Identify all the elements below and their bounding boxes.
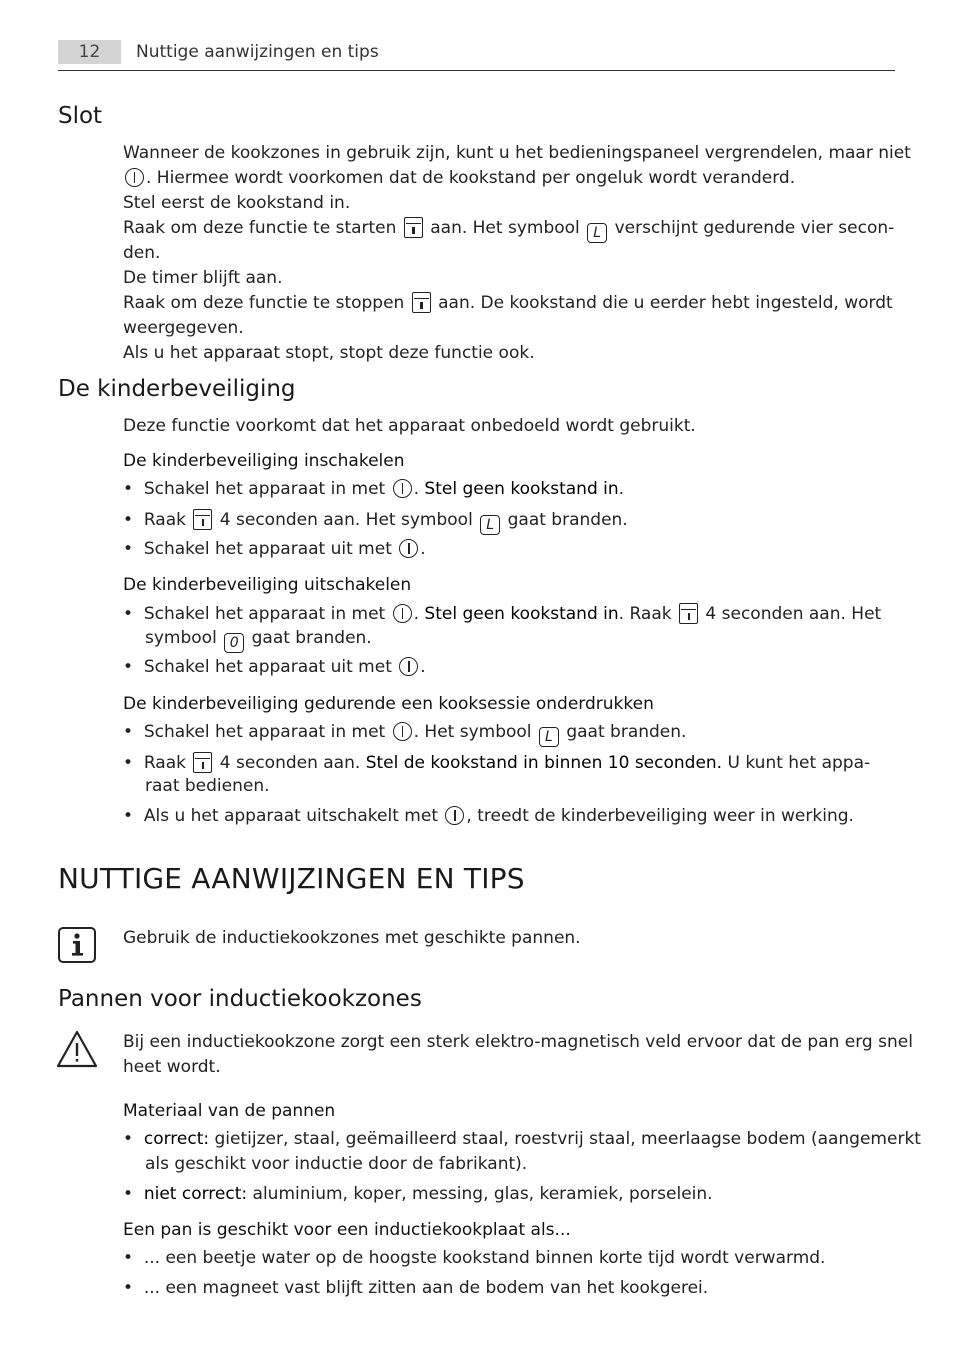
section-title-kinderbeveiliging: De kinderbeveiliging — [58, 376, 296, 402]
subheading-geschikt: Een pan is geschikt voor een inductiekookplaat als... — [123, 1220, 571, 1240]
list-item: • Raak 4 seconden aan. Het symbool L gaat branden. — [123, 510, 628, 533]
power-icon — [393, 604, 412, 623]
list-item: • Schakel het apparaat in met . Stel geen kookstand in. Raak 4 seconden aan. Het — [123, 604, 882, 624]
lock-symbol-l-icon: L — [539, 727, 559, 747]
lock-key-icon — [679, 603, 698, 624]
slot-text: De timer blijft aan. — [123, 268, 283, 288]
info-text: Gebruik de inductiekookzones met geschikte pannen. — [123, 928, 581, 948]
list-item: • niet correct: aluminium, koper, messing, glas, keramiek, porselein. — [123, 1184, 713, 1204]
subheading-onderdrukken: De kinderbeveiliging gedurende een kooksessie onderdrukken — [123, 694, 654, 714]
lock-symbol-l-icon: L — [480, 515, 500, 535]
subheading-inschakelen: De kinderbeveiliging inschakelen — [123, 451, 405, 471]
list-item: • Raak 4 seconden aan. Stel de kookstand in binnen 10 seconden. U kunt het appa- — [123, 753, 871, 773]
slot-text: . Hiermee wordt voorkomen dat de kookstand per ongeluk wordt veranderd. — [123, 166, 795, 191]
list-item: • Schakel het apparaat uit met . — [123, 657, 426, 677]
list-item: • ... een magneet vast blijft zitten aan de bodem van het kookgerei. — [123, 1278, 709, 1298]
lock-key-icon — [412, 292, 431, 313]
list-item: • Als u het apparaat uitschakelt met , treedt de kinderbeveiliging weer in werking. — [123, 806, 854, 826]
lock-key-icon — [193, 752, 212, 773]
slot-text: Raak om deze functie te stoppen aan. De kookstand die u eerder hebt ingesteld, wordt — [123, 293, 893, 313]
subheading-uitschakelen: De kinderbeveiliging uitschakelen — [123, 575, 412, 595]
running-title: Nuttige aanwijzingen en tips — [136, 42, 379, 62]
slot-text: weergegeven. — [123, 318, 244, 338]
power-icon — [399, 539, 418, 558]
list-item: • ... een beetje water op de hoogste kookstand binnen korte tijd wordt verwarmd. — [123, 1248, 826, 1268]
warning-text: heet wordt. — [123, 1057, 221, 1077]
kinder-intro: Deze functie voorkomt dat het apparaat onbedoeld wordt gebruikt. — [123, 416, 696, 436]
subheading-materiaal: Materiaal van de pannen — [123, 1101, 336, 1121]
symbol-zero-icon: 0 — [224, 633, 244, 653]
page-header — [58, 38, 895, 71]
power-icon — [393, 479, 412, 498]
list-item: • Schakel het apparaat in met . Stel geen kookstand in. — [123, 479, 625, 499]
list-item: • correct: gietijzer, staal, geëmailleerd staal, roestvrij staal, meerlaagse bodem (aangemerkt — [123, 1129, 921, 1149]
power-icon — [125, 168, 144, 187]
list-item-continuation: raat bedienen. — [145, 776, 270, 796]
page-number: 12 — [58, 40, 121, 64]
lock-symbol-l-icon: L — [587, 223, 607, 243]
list-item: • Schakel het apparaat in met . Het symbool L gaat branden. — [123, 722, 687, 745]
section-title-slot: Slot — [58, 103, 103, 129]
warning-text: Bij een inductiekookzone zorgt een sterk elektro-magnetisch veld ervoor dat de pan erg snel — [123, 1032, 913, 1052]
slot-text: Als u het apparaat stopt, stopt deze functie ook. — [123, 343, 535, 363]
info-icon — [58, 927, 96, 963]
slot-text: Stel eerst de kookstand in. — [123, 193, 351, 213]
chapter-title: NUTTIGE AANWIJZINGEN EN TIPS — [58, 862, 525, 895]
section-title-pannen: Pannen voor inductiekookzones — [58, 986, 422, 1012]
slot-text: Wanneer de kookzones in gebruik zijn, kunt u het bedieningspaneel vergrendelen, maar niet — [123, 143, 911, 163]
power-icon — [399, 657, 418, 676]
list-item-continuation: symbool 0 gaat branden. — [145, 628, 372, 651]
power-icon — [393, 722, 412, 741]
power-icon — [445, 806, 464, 825]
slot-text: Raak om deze functie te starten aan. Het symbool L verschijnt gedurende vier secon- — [123, 218, 895, 241]
list-item: • Schakel het apparaat uit met . — [123, 539, 426, 559]
list-item-continuation: als geschikt voor inductie door de fabrikant). — [145, 1154, 528, 1174]
lock-key-icon — [404, 217, 423, 238]
slot-text: den. — [123, 243, 161, 263]
lock-key-icon — [193, 509, 212, 530]
warning-icon — [56, 1030, 98, 1068]
